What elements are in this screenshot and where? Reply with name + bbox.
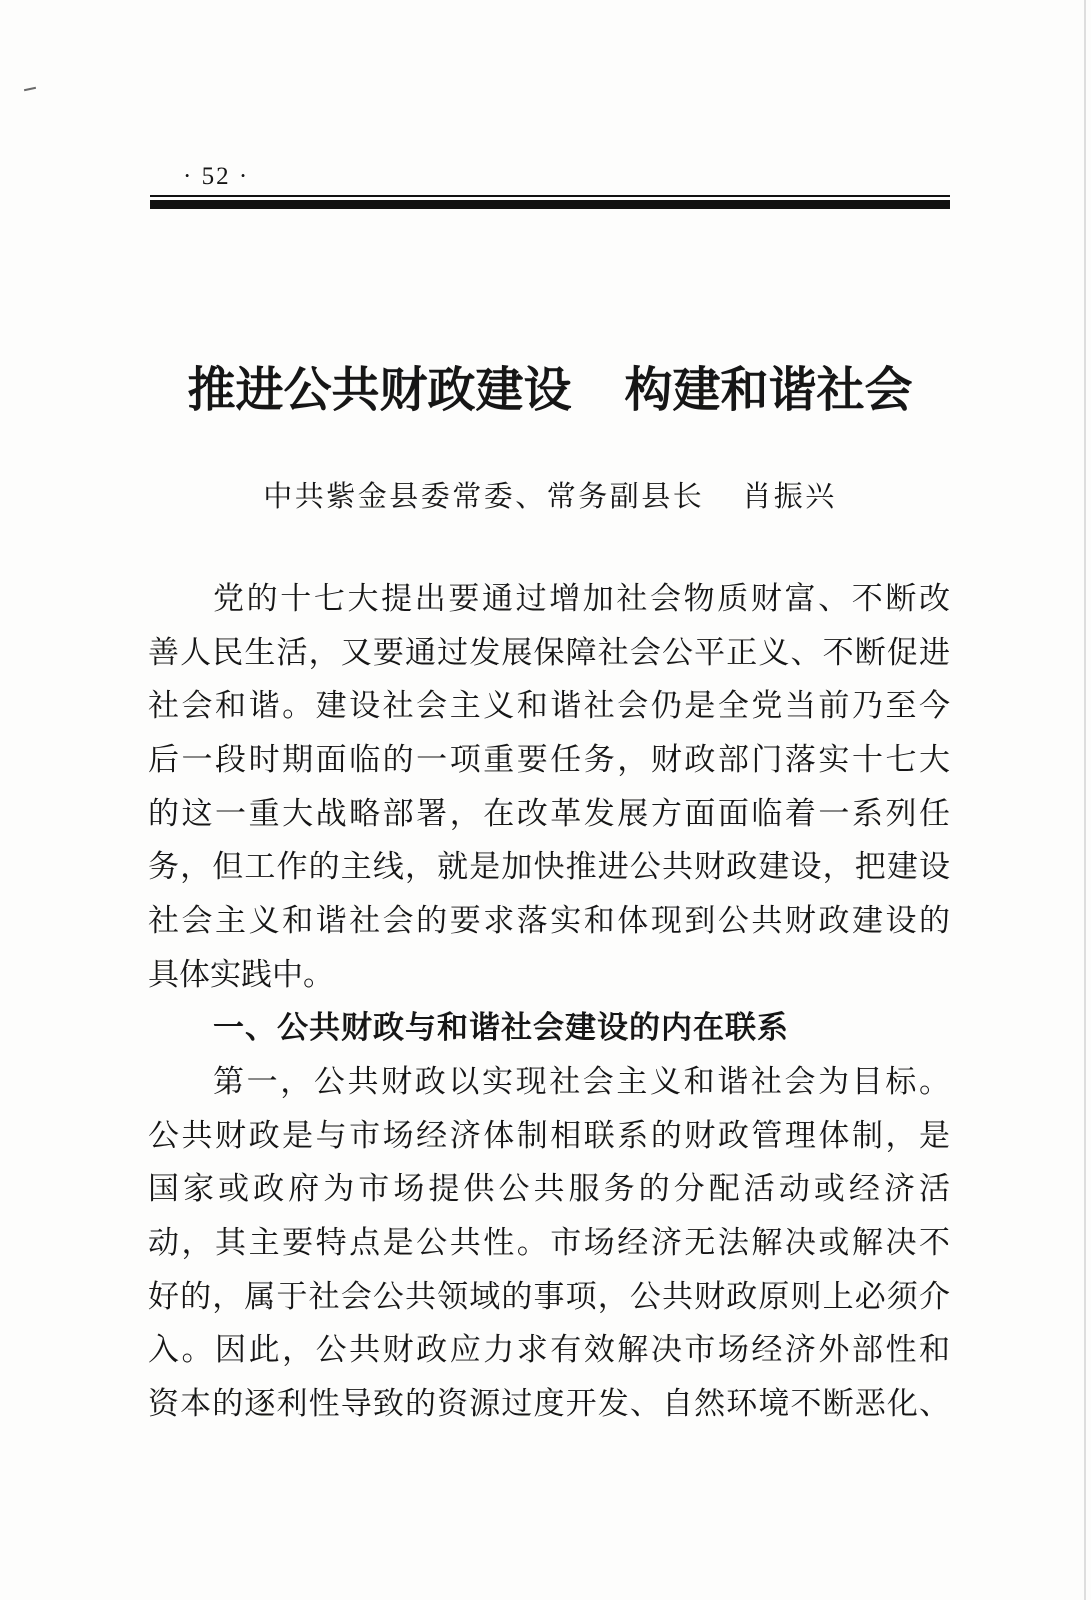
section-heading: 一、公共财政与和谐社会建设的内在联系	[213, 1010, 789, 1047]
author-line	[150, 474, 950, 518]
text-line: 动，其主要特点是公共性。市场经济无法解决或解决不	[148, 1224, 950, 1261]
article-title	[150, 358, 950, 422]
paragraph-1	[148, 573, 950, 1002]
text-line: 公共财政是与市场经济体制相联系的财政管理体制，是	[148, 1117, 950, 1154]
text-line: 的这一重大战略部署，在改革发展方面面临着一系列任	[148, 795, 950, 832]
article-title-part-2: 构建和谐社会	[624, 362, 913, 418]
text-line: 社会和谐。建设社会主义和谐社会仍是全党当前乃至今	[148, 688, 950, 725]
text-line: 好的，属于社会公共领域的事项，公共财政原则上必须介	[148, 1278, 950, 1315]
text-line: 第一，公共财政以实现社会主义和谐社会为目标。	[213, 1063, 950, 1100]
text-line: 善人民生活，又要通过发展保障社会公平正义、不断促进	[148, 634, 950, 671]
scan-edge-shadow	[1084, 0, 1086, 1600]
scan-speck	[24, 87, 36, 91]
text-line: 具体实践中。	[148, 956, 334, 993]
header-rule-thin	[150, 195, 950, 197]
text-line: 社会主义和谐社会的要求落实和体现到公共财政建设的	[148, 902, 950, 939]
author-name: 肖振兴	[742, 479, 837, 513]
text-line: 党的十七大提出要通过增加社会物质财富、不断改	[213, 581, 950, 617]
page-number: · 52 ·	[183, 163, 250, 190]
text-line: 后一段时期面临的一项重要任务，财政部门落实十七大	[148, 741, 950, 778]
article-body	[148, 573, 950, 1432]
text-line: 资本的逐利性导致的资源过度开发、自然环境不断恶化、	[148, 1385, 950, 1422]
author-affiliation: 中共紫金县委常委、常务副县长	[263, 479, 705, 513]
text-line: 入。因此，公共财政应力求有效解决市场经济外部性和	[148, 1332, 950, 1369]
text-line: 务，但工作的主线，就是加快推进公共财政建设，把建设	[148, 849, 950, 886]
header-rule-thick	[150, 200, 950, 209]
paragraph-2	[148, 1056, 950, 1432]
article-title-part-1: 推进公共财政建设	[187, 362, 572, 418]
text-line: 国家或政府为市场提供公共服务的分配活动或经济活	[148, 1171, 950, 1208]
